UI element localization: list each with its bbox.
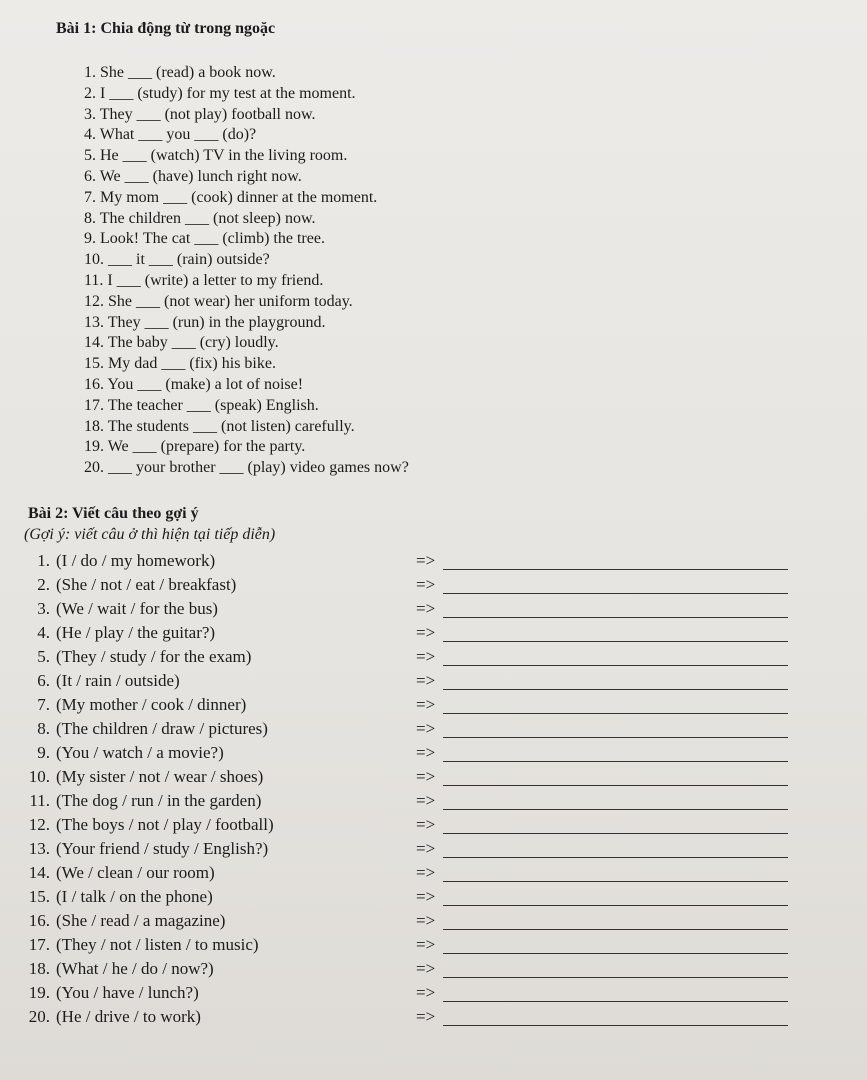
exercise1-item: 6. We ___ (have) lunch right now. [84,167,302,185]
answer-line[interactable] [443,905,788,906]
item-number: 6. [37,671,50,690]
item-number: 11. [29,791,50,810]
answer-line[interactable] [443,1025,788,1026]
exercise1-item: 17. The teacher ___ (speak) English. [84,396,319,414]
arrow-label: => [416,791,436,810]
item-number: 12. [28,815,50,834]
exercise2-item [18,837,818,861]
answer-line[interactable] [443,929,788,930]
exercise1-list [84,63,409,479]
answer-line[interactable] [443,689,788,690]
exercise2-item [18,693,818,717]
item-prompt: (You / watch / a movie?) [56,743,224,762]
exercise1-item: 7. My mom ___ (cook) dinner at the moment. [84,188,378,206]
answer-line[interactable] [443,617,788,618]
exercise1-item: 19. We ___ (prepare) for the party. [84,438,306,456]
answer-line[interactable] [443,977,788,978]
item-prompt: (He / drive / to work) [56,1007,201,1026]
item-prompt: (She / read / a magazine) [56,911,226,930]
exercise2-item [18,789,818,813]
item-prompt: (We / clean / our room) [56,863,215,882]
item-prompt: (It / rain / outside) [56,671,180,690]
item-prompt: (You / have / lunch?) [56,983,199,1002]
item-number: 2. [37,575,50,594]
exercise1-item: 2. I ___ (study) for my test at the moment. [84,84,356,102]
exercise1-item: 5. He ___ (watch) TV in the living room. [84,147,348,165]
exercise1-item: 14. The baby ___ (cry) loudly. [84,334,279,352]
exercise2-item [18,741,818,765]
item-number: 9. [37,743,50,762]
item-prompt: (My mother / cook / dinner) [56,695,247,714]
item-number: 1. [37,551,50,570]
item-prompt: (The children / draw / pictures) [56,719,268,738]
item-number: 15. [28,887,50,906]
answer-line[interactable] [443,713,788,714]
exercise2-item [18,669,818,693]
exercise1-item: 8. The children ___ (not sleep) now. [84,209,316,227]
arrow-label: => [416,815,436,834]
item-number: 20. [28,1007,50,1026]
exercise2-item [18,573,818,597]
arrow-label: => [416,983,436,1002]
answer-line[interactable] [443,1001,788,1002]
arrow-label: => [416,839,436,858]
answer-line[interactable] [443,785,788,786]
exercise1-item: 13. They ___ (run) in the playground. [84,313,326,331]
answer-line[interactable] [443,761,788,762]
exercise2-title: Bài 2: Viết câu theo gợi ý [28,505,199,522]
item-prompt: (I / do / my homework) [56,551,216,570]
exercise2-item [18,981,818,1005]
item-number: 17. [28,935,50,954]
arrow-label: => [416,743,436,762]
exercise1-item: 4. What ___ you ___ (do)? [84,126,257,144]
exercise2-list [18,549,818,1029]
exercise2-item [18,717,818,741]
item-prompt: (My sister / not / wear / shoes) [56,767,264,786]
item-prompt: (Your friend / study / English?) [56,839,269,858]
item-number: 8. [37,719,50,738]
item-prompt: (What / he / do / now?) [56,959,214,978]
item-number: 16. [28,911,50,930]
item-number: 7. [37,695,50,714]
arrow-label: => [416,1007,436,1026]
arrow-label: => [416,695,436,714]
exercise2-item [18,645,818,669]
exercise1-item: 1. She ___ (read) a book now. [84,64,276,81]
item-number: 14. [28,863,50,882]
item-prompt: (She / not / eat / breakfast) [56,575,237,594]
exercise1-item: 20. ___ your brother ___ (play) video games now? [84,459,409,477]
exercise2-item [18,765,818,789]
exercise1-item: 16. You ___ (make) a lot of noise! [84,375,304,393]
exercise2-item [18,861,818,885]
exercise2-item [18,885,818,909]
exercise2-item [18,957,818,981]
exercise1-item: 18. The students ___ (not listen) carefully. [84,417,355,435]
item-number: 3. [37,599,50,618]
arrow-label: => [416,551,436,570]
answer-line[interactable] [443,953,788,954]
exercise1-item: 9. Look! The cat ___ (climb) the tree. [84,230,325,248]
exercise2-item [18,621,818,645]
exercise1-item: 10. ___ it ___ (rain) outside? [84,251,270,269]
arrow-label: => [416,623,436,642]
arrow-label: => [416,887,436,906]
item-prompt: (I / talk / on the phone) [56,887,213,906]
exercise2-item [18,597,818,621]
item-prompt: (He / play / the guitar?) [56,623,216,642]
item-number: 4. [37,623,50,642]
arrow-label: => [416,863,436,882]
answer-line[interactable] [443,833,788,834]
exercise1-title: Bài 1: Chia động từ trong ngoặc [56,20,276,37]
exercise2-item [18,909,818,933]
answer-line[interactable] [443,881,788,882]
answer-line[interactable] [443,665,788,666]
answer-line[interactable] [443,593,788,594]
arrow-label: => [416,575,436,594]
arrow-label: => [416,647,436,666]
exercise1-item: 15. My dad ___ (fix) his bike. [84,355,276,373]
exercise1-item: 3. They ___ (not play) football now. [84,105,316,123]
answer-line[interactable] [443,569,788,570]
arrow-label: => [416,959,436,978]
arrow-label: => [416,911,436,930]
item-number: 19. [28,983,50,1002]
exercise2-item [18,933,818,957]
arrow-label: => [416,767,436,786]
arrow-label: => [416,599,436,618]
answer-line[interactable] [443,737,788,738]
exercise2-item [18,813,818,837]
arrow-label: => [416,935,436,954]
exercise2-item [18,549,818,573]
answer-line[interactable] [443,641,788,642]
item-prompt: (They / not / listen / to music) [56,935,259,954]
answer-line[interactable] [443,809,788,810]
item-number: 10. [28,767,50,786]
arrow-label: => [416,671,436,690]
item-number: 5. [37,647,50,666]
answer-line[interactable] [443,857,788,858]
exercise2-hint: (Gợi ý: viết câu ở thì hiện tại tiếp diễn) [24,526,276,543]
exercise1-item: 11. I ___ (write) a letter to my friend. [84,271,324,289]
item-prompt: (We / wait / for the bus) [56,599,218,618]
item-prompt: (The boys / not / play / football) [56,815,274,834]
arrow-label: => [416,719,436,738]
exercise2-item [18,1005,818,1029]
item-prompt: (They / study / for the exam) [56,647,252,666]
item-prompt: (The dog / run / in the garden) [56,791,262,810]
item-number: 13. [28,839,50,858]
item-number: 18. [28,959,50,978]
exercise1-item: 12. She ___ (not wear) her uniform today. [84,292,353,310]
